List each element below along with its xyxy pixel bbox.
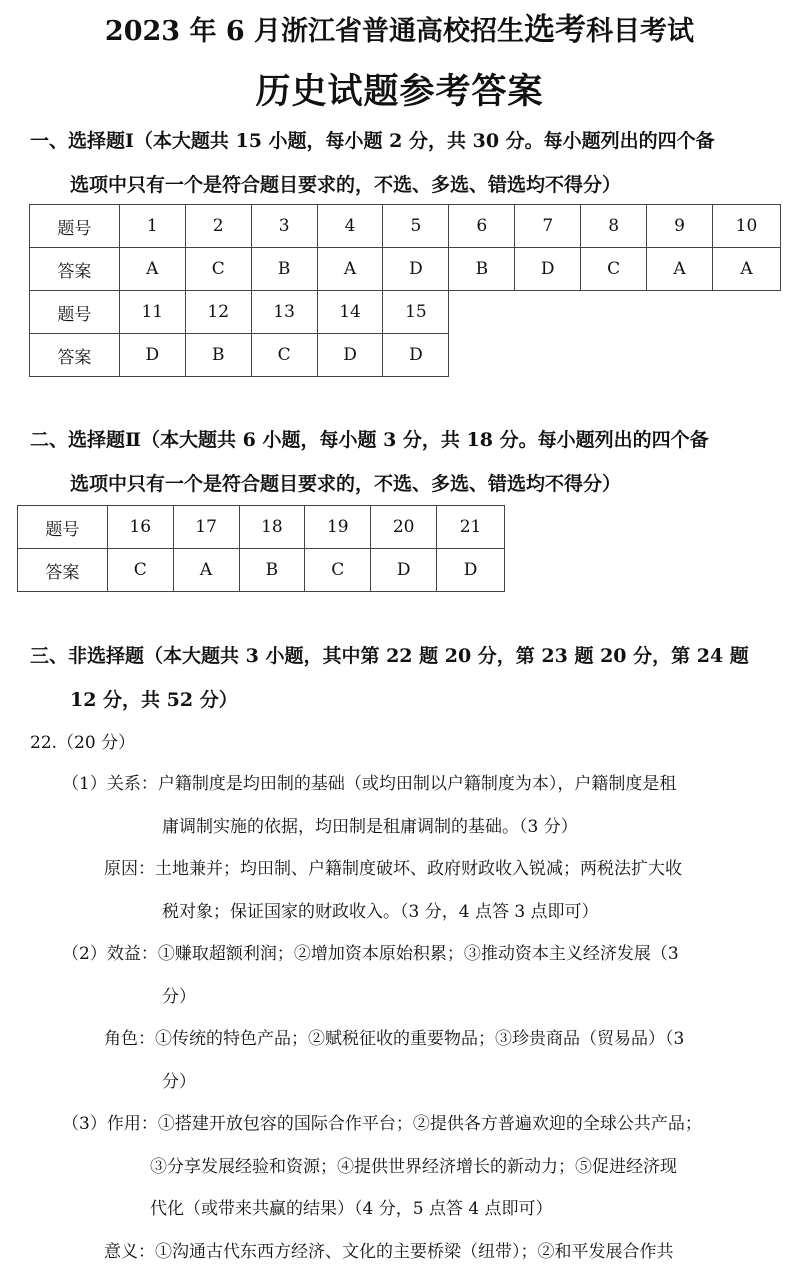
section3-heading-line1: 三、非选择题（本大题共 3 小题，其中第 22 题 20 分，第 23 题 20 分，第 24 题 (30, 645, 749, 667)
answer-cell: D (437, 549, 505, 592)
table-row (18, 549, 505, 592)
title-part-2: 科目考试 (586, 16, 695, 47)
document-subtitle: 历史试题参考答案 (255, 71, 544, 112)
question-number: 19 (305, 506, 371, 549)
question-number: 13 (251, 291, 317, 334)
answer-line: 分） (162, 987, 196, 1007)
answer-cell: D (383, 248, 449, 291)
answer-line: 分） (162, 1072, 196, 1092)
section3-heading-line2: 12 分，共 52 分） (70, 689, 238, 711)
question-number: 3 (251, 205, 317, 248)
question-number: 1 (119, 205, 185, 248)
section2-heading-line2: 选项中只有一个是符合题目要求的，不选、多选、错选均不得分） (70, 473, 622, 495)
answer-cell: C (107, 549, 173, 592)
answer-cell: A (712, 248, 780, 291)
question-number: 18 (239, 506, 305, 549)
question-22-number: 22.（20 分） (30, 733, 136, 753)
answer-cell: B (239, 549, 305, 592)
question-number: 21 (437, 506, 505, 549)
answer-cell: B (251, 248, 317, 291)
question-number: 14 (317, 291, 383, 334)
question-number: 2 (185, 205, 251, 248)
table-row (18, 506, 505, 549)
question-number: 8 (581, 205, 647, 248)
table-blank-area (449, 291, 781, 377)
answer-cell: B (185, 334, 251, 377)
answer-cell: A (317, 248, 383, 291)
question-number: 16 (107, 506, 173, 549)
answer-cell: C (251, 334, 317, 377)
answer-cell: A (173, 549, 239, 592)
answer-cell: D (371, 549, 437, 592)
question-number: 11 (119, 291, 185, 334)
row-label-question: 题号 (30, 205, 120, 248)
section3-heading (30, 634, 749, 722)
answer-line: （2）效益：①赚取超额利润；②增加资本原始积累；③推动资本主义经济发展（3 (62, 944, 679, 964)
answer-line: 代化（或带来共赢的结果）（4 分，5 点答 4 点即可） (150, 1199, 553, 1219)
question-number: 10 (712, 205, 780, 248)
answer-cell: D (515, 248, 581, 291)
row-label-question: 题号 (18, 506, 108, 549)
question-number: 17 (173, 506, 239, 549)
section2-answer-table (17, 505, 505, 592)
document-title (0, 10, 799, 52)
answer-line: 角色：①传统的特色产品；②赋税征收的重要物品；③珍贵商品（贸易品）（3 (104, 1029, 685, 1049)
question-number: 6 (449, 205, 515, 248)
section1-answer-table (29, 204, 781, 377)
section1-heading-line1: 一、选择题Ⅰ（本大题共 15 小题，每小题 2 分，共 30 分。每小题列出的四个备 (30, 130, 715, 152)
row-label-question: 题号 (30, 291, 120, 334)
answer-line: 原因：土地兼并；均田制、户籍制度破坏、政府财政收入锐减；两税法扩大收 (104, 859, 682, 879)
question-number: 7 (515, 205, 581, 248)
answer-cell: C (581, 248, 647, 291)
answer-cell: C (185, 248, 251, 291)
row-label-answer: 答案 (30, 248, 120, 291)
section1-heading (30, 119, 715, 207)
table-row (30, 291, 781, 334)
answer-cell: A (119, 248, 185, 291)
title-part-1: 2023 年 6 月浙江省普通高校招生 (104, 16, 525, 47)
answer-line: （3）作用：①搭建开放包容的国际合作平台；②提供各方普遍欢迎的全球公共产品； (62, 1114, 702, 1134)
question-number: 15 (383, 291, 449, 334)
answer-cell: D (119, 334, 185, 377)
question-number: 12 (185, 291, 251, 334)
section1-heading-line2: 选项中只有一个是符合题目要求的，不选、多选、错选均不得分） (70, 174, 622, 196)
question-number: 20 (371, 506, 437, 549)
answer-cell: D (383, 334, 449, 377)
title-emphasis: 选考 (524, 12, 587, 48)
row-label-answer: 答案 (30, 334, 120, 377)
answer-cell: B (449, 248, 515, 291)
answer-line: （1）关系：户籍制度是均田制的基础（或均田制以户籍制度为本），户籍制度是租 (62, 774, 677, 794)
answer-line: 意义：①沟通古代东西方经济、文化的主要桥梁（纽带）；②和平发展合作共 (104, 1242, 674, 1262)
answer-cell: C (305, 549, 371, 592)
question-number: 9 (647, 205, 713, 248)
question-number: 5 (383, 205, 449, 248)
section2-heading (30, 418, 709, 506)
table-row (30, 205, 781, 248)
section2-heading-line1: 二、选择题Ⅱ（本大题共 6 小题，每小题 3 分，共 18 分。每小题列出的四个备 (30, 429, 709, 451)
answer-line: 庸调制实施的依据，均田制是租庸调制的基础。（3 分） (162, 817, 578, 837)
answer-cell: A (647, 248, 713, 291)
row-label-answer: 答案 (18, 549, 108, 592)
answer-line: 税对象；保证国家的财政收入。（3 分，4 点答 3 点即可） (162, 902, 599, 922)
question-number: 4 (317, 205, 383, 248)
answer-cell: D (317, 334, 383, 377)
table-row (30, 248, 781, 291)
answer-line: ③分享发展经验和资源；④提供世界经济增长的新动力；⑤促进经济现 (150, 1157, 677, 1177)
